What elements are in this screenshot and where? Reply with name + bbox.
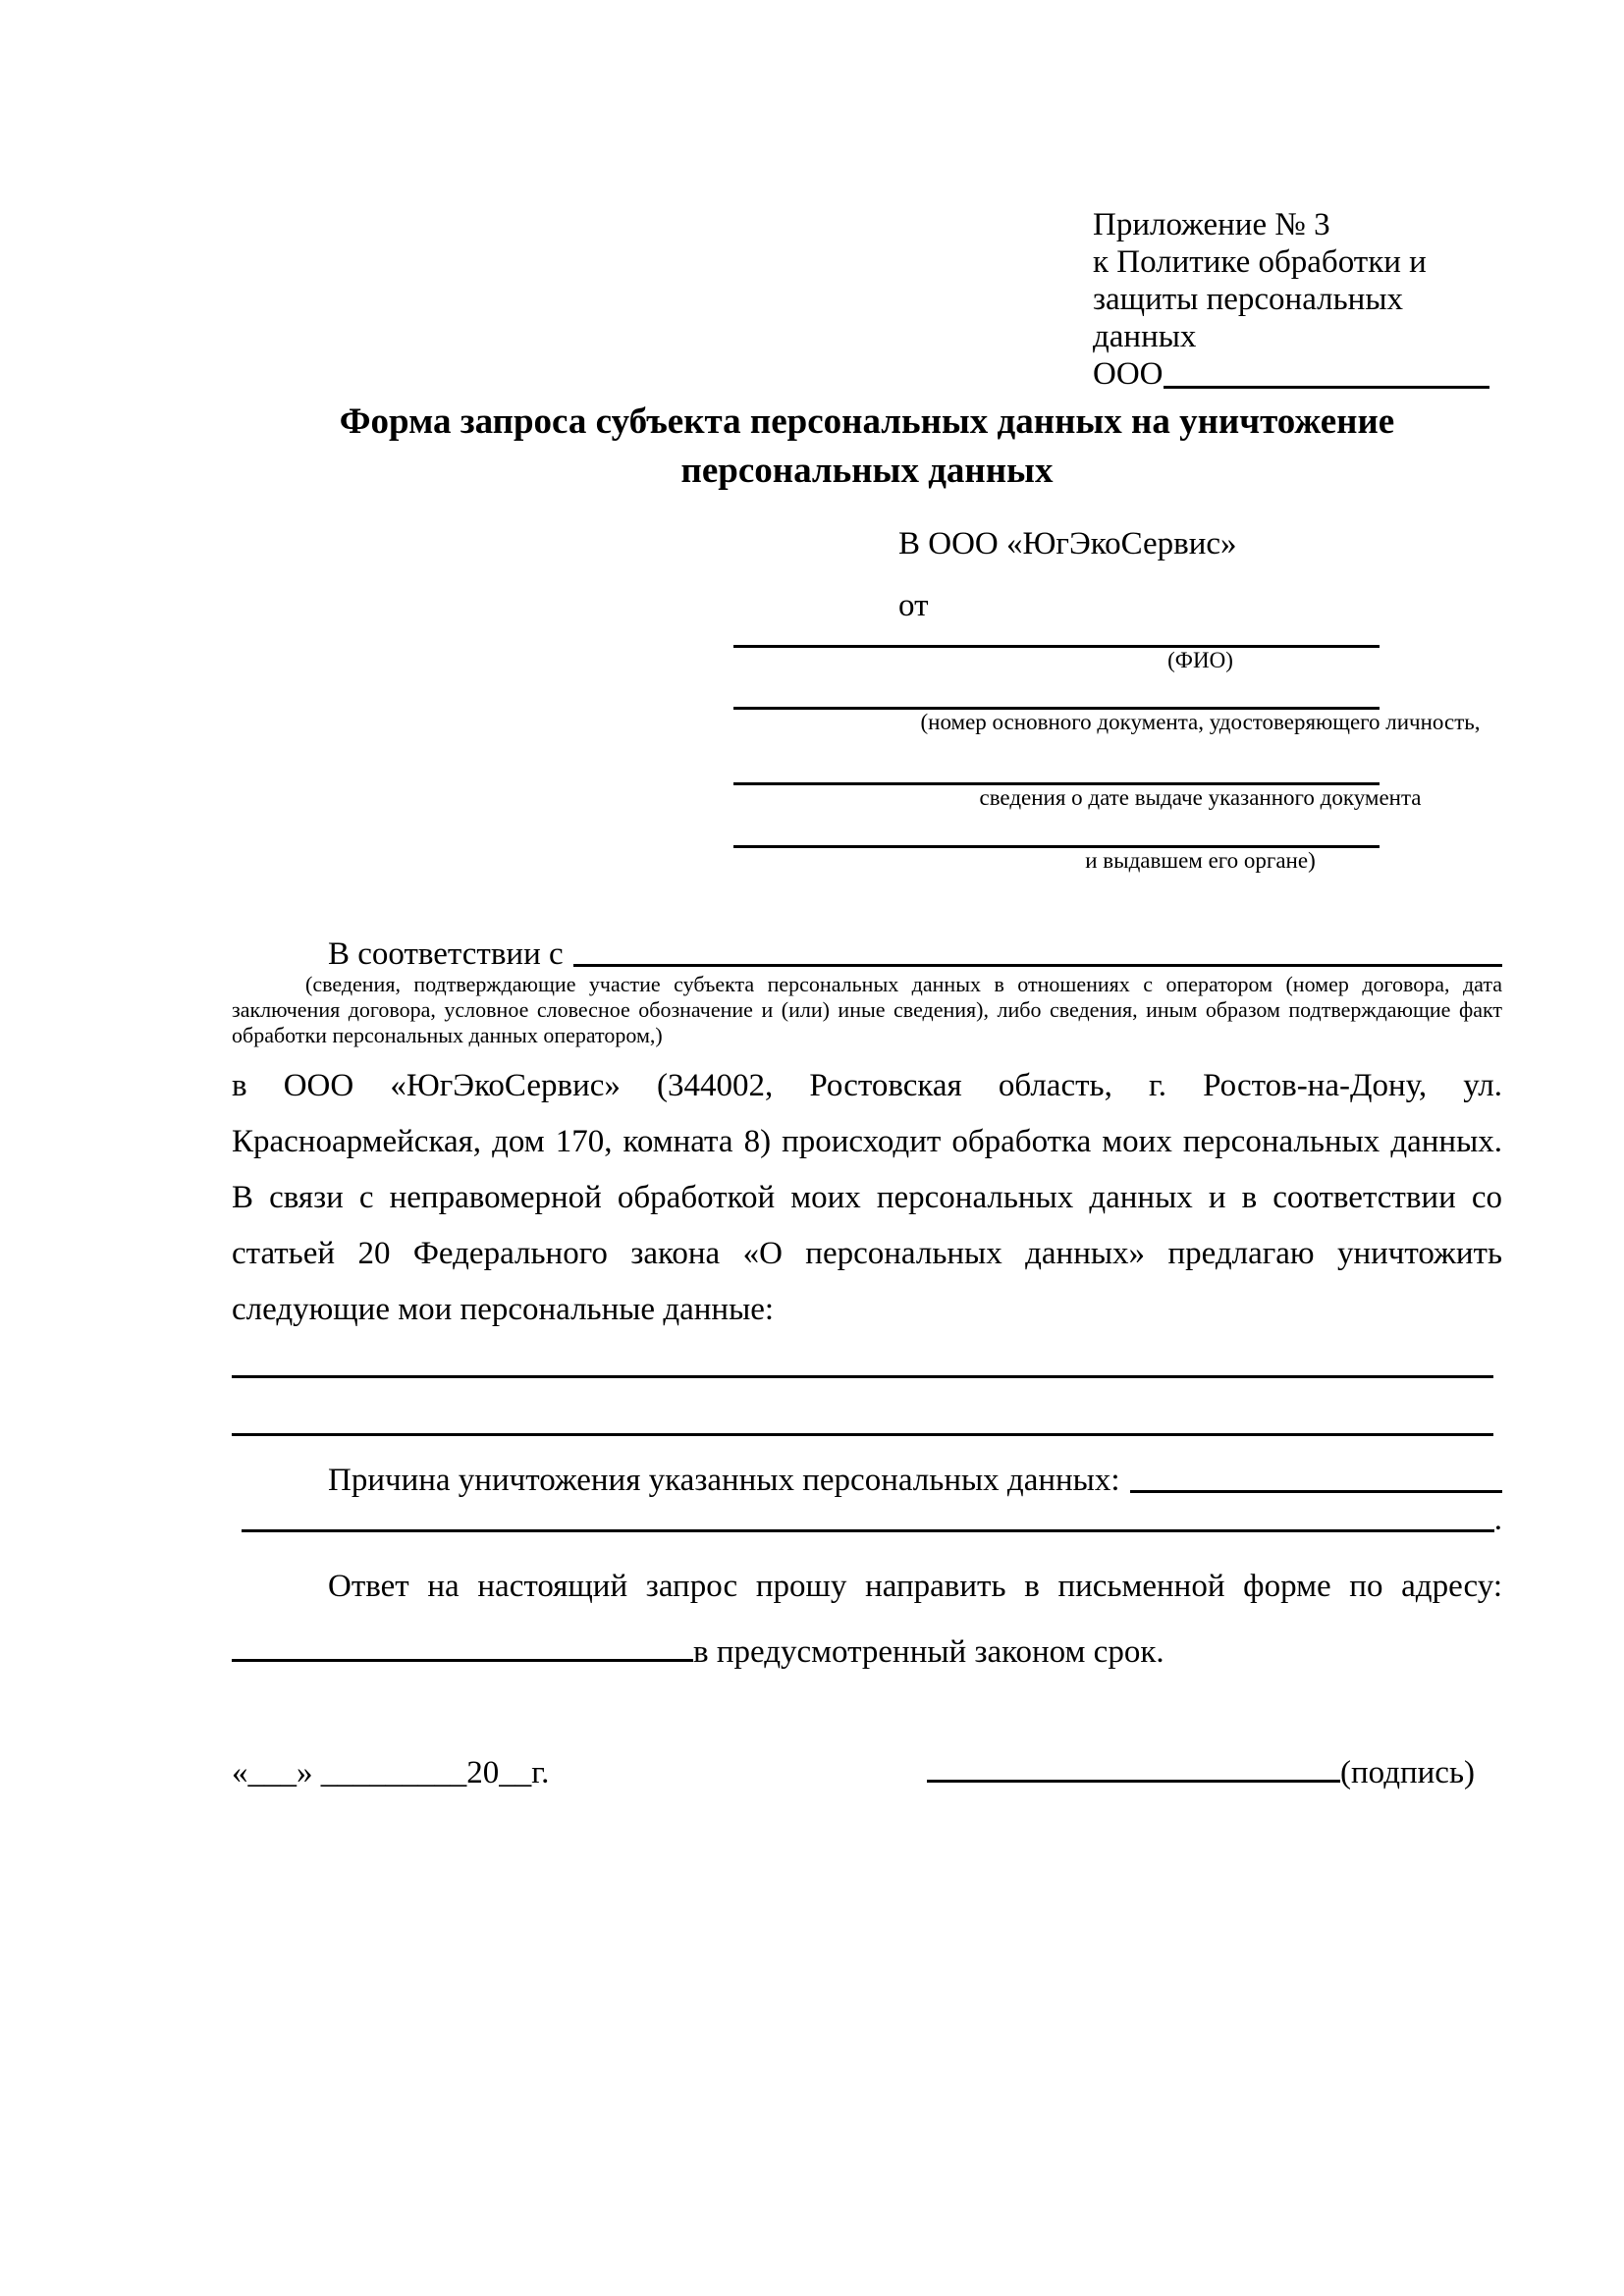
reason-row <box>232 1461 1502 1500</box>
reply-request-line: Ответ на настоящий запрос прошу направить в письменной форме по адресу: <box>328 1569 1502 1604</box>
fio-caption: (ФИО) <box>1167 648 1233 672</box>
main-paragraph-line: Красноармейская, дом 170, комната 8) происходит обработка моих персональных данных. <box>232 1124 1502 1159</box>
reason-continuation-row <box>232 1500 1502 1539</box>
page-title-line: Форма запроса субъекта персональных данных на уничтожение <box>339 401 1395 442</box>
reply-address-row <box>232 1632 1502 1672</box>
footer-row <box>232 1753 1502 1792</box>
main-paragraph-line: в ООО «ЮгЭкоСервис» (344002, Ростовская область, г. Ростов-на-Дону, ул. <box>232 1068 1502 1103</box>
main-paragraph-line: следующие мои персональные данные: <box>232 1292 775 1327</box>
page-title-line: персональных данных <box>680 451 1054 491</box>
basis-lead: В соответствии с <box>328 936 564 972</box>
basis-hint-line: (сведения, подтверждающие участие субъекта персональных данных в отношениях с оператором (номер договора, дата <box>305 972 1502 996</box>
main-paragraph-line: статьей 20 Федерального закона «О персональных данных» предлагаю уничтожить <box>232 1236 1502 1271</box>
org-prefix: ООО <box>1093 356 1164 392</box>
reply-tail: в предусмотренный законом срок. <box>693 1634 1164 1670</box>
basis-hint-line: обработки персональных данных оператором,) <box>232 1023 663 1047</box>
doc-issue-date-field[interactable] <box>733 763 1380 785</box>
doc-caption-3: и выдавшем его органе) <box>1085 848 1316 873</box>
addressee-to: В ООО «ЮгЭкоСервис» <box>898 526 1237 561</box>
appendix-note-line: к Политике обработки и <box>1093 244 1427 280</box>
basis-row <box>232 934 1502 974</box>
personal-data-field-2[interactable] <box>232 1414 1493 1436</box>
doc-number-field[interactable] <box>733 687 1380 710</box>
doc-issuer-field[interactable] <box>733 826 1380 848</box>
main-paragraph <box>232 1058 1502 1338</box>
doc-caption-1: (номер основного документа, удостоверяющего личность, <box>920 710 1481 734</box>
basis-hint-line: заключения договора, условное словесное обозначение и (или) иные сведения), либо сведения, иным образом подтверждающие факт <box>232 997 1502 1022</box>
fio-field[interactable] <box>733 625 1380 648</box>
addressee-block <box>733 524 1502 873</box>
addressee-from-label: от <box>898 588 929 623</box>
date-field[interactable]: «___» _________20__г. <box>232 1755 550 1790</box>
signature-field[interactable] <box>927 1774 1340 1783</box>
org-name-field[interactable] <box>1164 386 1490 389</box>
basis-field[interactable] <box>573 964 1502 967</box>
appendix-note-line: Приложение № 3 <box>1093 207 1330 242</box>
basis-hint <box>232 972 1502 1048</box>
signature-caption: (подпись) <box>1340 1755 1475 1790</box>
signature-group <box>927 1753 1475 1792</box>
appendix-note <box>1093 206 1509 393</box>
doc-caption-2: сведения о дате выдаче указанного документа <box>979 785 1422 810</box>
reason-continuation-field[interactable] <box>242 1529 1494 1532</box>
reason-field[interactable] <box>1130 1490 1502 1493</box>
reply-address-field[interactable] <box>232 1653 693 1662</box>
appendix-note-line: защиты персональных данных <box>1093 282 1403 354</box>
personal-data-field-1[interactable] <box>232 1356 1493 1378</box>
reason-lead: Причина уничтожения указанных персональных данных: <box>328 1463 1120 1498</box>
main-paragraph-line: В связи с неправомерной обработкой моих персональных данных и в соответствии со <box>232 1180 1502 1215</box>
reason-period: . <box>1493 1502 1502 1537</box>
page-title <box>232 398 1502 496</box>
